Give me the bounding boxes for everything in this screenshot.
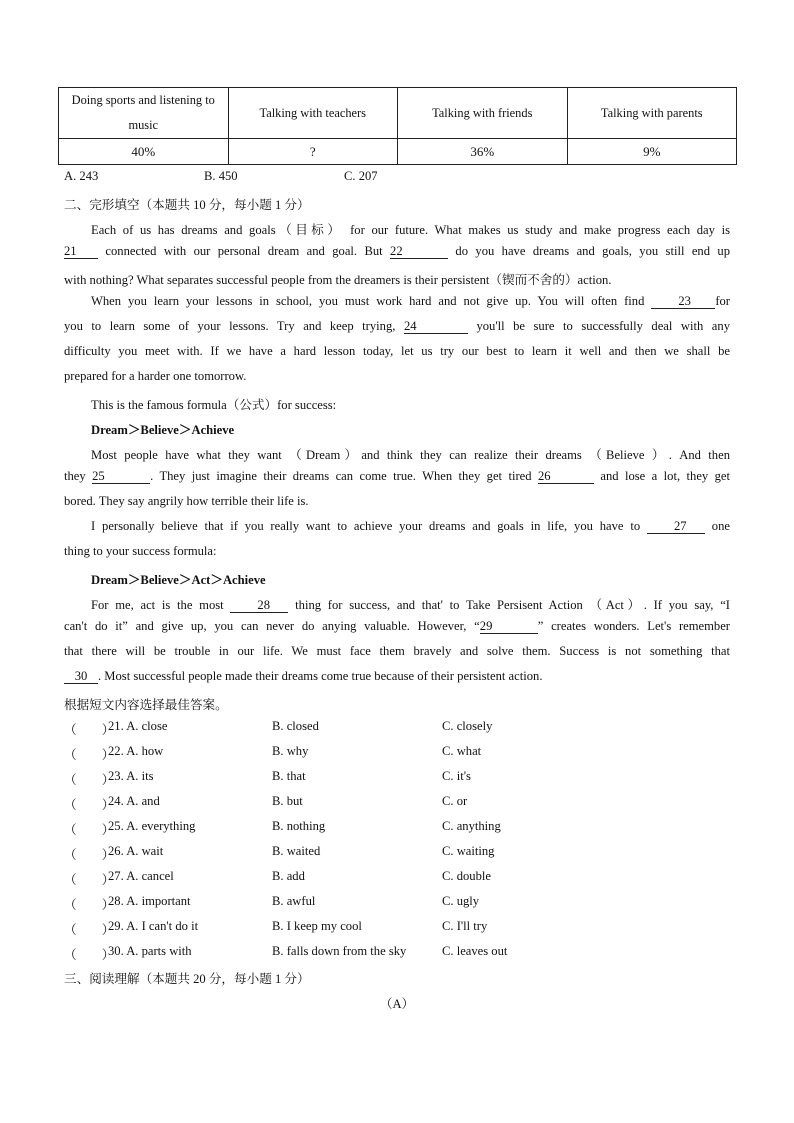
survey-value-cell: ? [228, 139, 398, 165]
blank-24: 24 [404, 319, 468, 334]
passage-line [64, 294, 730, 309]
question-row [64, 794, 744, 812]
blank-23: 23 [651, 294, 715, 309]
option-a: 24. A. and [108, 794, 160, 808]
option-b: B. 450 [204, 169, 238, 183]
answer-bracket[interactable]: （ ） [64, 823, 115, 837]
option-b: B. falls down from the sky [272, 944, 407, 958]
section-title-cloze: 二、完形填空（本题共 10 分，每小题 1 分） [64, 198, 310, 212]
passage-line: with nothing? What separates successful people from the dreamers is their persistent（锲而不舍的）action. [64, 273, 612, 287]
option-b: B. but [272, 794, 303, 808]
passage-line [64, 319, 730, 334]
passage-line: thing to your success formula: [64, 544, 217, 558]
passage-line: that there will be trouble in our life. We must face them bravely and solve them. Success is not something that [64, 644, 730, 658]
passage-line [64, 519, 730, 534]
passage-text: thing for success, and that' to Take Persisent Action （Act）. If you say, “I [288, 598, 730, 612]
option-b: B. add [272, 869, 305, 883]
survey-header-row [59, 88, 737, 139]
answer-bracket[interactable]: （ ） [64, 848, 115, 862]
answer-bracket[interactable]: （ ） [64, 723, 115, 737]
survey-header-cell: Doing sports and listening to music [59, 88, 229, 139]
passage-line [64, 669, 730, 684]
question-row [64, 919, 744, 937]
question-row [64, 719, 744, 737]
passage-text: For me, act is the most [91, 598, 231, 612]
option-b: B. waited [272, 844, 321, 858]
option-c: C. what [442, 744, 482, 758]
option-a: 30. A. parts with [108, 944, 192, 958]
passage-text: for [715, 294, 730, 308]
answer-bracket[interactable]: （ ） [64, 798, 115, 812]
passage-text: . They just imagine their dreams can come true. When they get tired [150, 469, 538, 483]
option-a: 25. A. everything [108, 819, 196, 833]
question-row [64, 869, 744, 887]
question-row [64, 894, 744, 912]
passage-text: you'll be sure to successfully deal with any [467, 319, 730, 333]
answer-bracket[interactable]: （ ） [64, 898, 115, 912]
passage-text: When you learn your lessons in school, you must work hard and not give up. You will often find [91, 294, 652, 308]
passage-line [64, 469, 730, 484]
instruction-text: 根据短文内容选择最佳答案。 [64, 698, 228, 712]
survey-value-row [59, 139, 737, 165]
survey-header-cell: Talking with parents [567, 88, 737, 139]
blank-25: 25 [92, 469, 150, 484]
passage-line: Each of us has dreams and goals（目标） for our future. What makes us study and make progress each day is [91, 223, 730, 237]
blank-28: 28 [230, 598, 288, 613]
option-c: C. or [442, 794, 468, 808]
survey-value-cell: 36% [398, 139, 568, 165]
option-b: B. why [272, 744, 309, 758]
question-row [64, 744, 744, 762]
answer-bracket[interactable]: （ ） [64, 923, 115, 937]
option-c: C. leaves out [442, 944, 508, 958]
option-a: 27. A. cancel [108, 869, 174, 883]
passage-line: prepared for a harder one tomorrow. [64, 369, 247, 383]
question-row [64, 769, 744, 787]
blank-29: 29 [480, 619, 538, 634]
passage-line: bored. They say angrily how terrible their life is. [64, 494, 309, 508]
survey-value-cell: 40% [59, 139, 229, 165]
passage-text: can't do it” and give up, you can never do anying valuable. However, “ [64, 619, 480, 633]
option-b: B. nothing [272, 819, 326, 833]
passage-text: they [64, 469, 93, 483]
option-b: B. awful [272, 894, 316, 908]
passage-text: do you have dreams and goals, you still end up [448, 244, 730, 258]
formula-line: Dream＞Believe＞Act＞Achieve [91, 573, 266, 587]
blank-21: 21 [64, 244, 98, 259]
option-b: B. closed [272, 719, 319, 733]
passage-line: difficulty you meet with. If we have a hard lesson today, let us try our best to learn it well and then we shall be [64, 344, 730, 358]
option-c: C. waiting [442, 844, 495, 858]
answer-bracket[interactable]: （ ） [64, 748, 115, 762]
survey-value-cell: 9% [567, 139, 737, 165]
passage-line: This is the famous formula（公式）for success: [91, 398, 337, 412]
passage-text: . Most successful people made their dreams come true because of their persistent action. [98, 669, 543, 683]
passage-label: （A） [379, 997, 415, 1011]
option-b: B. that [272, 769, 306, 783]
option-a: 21. A. close [108, 719, 168, 733]
passage-line [64, 244, 730, 259]
section-title-reading: 三、阅读理解（本题共 20 分，每小题 1 分） [64, 972, 310, 986]
option-c: C. closely [442, 719, 493, 733]
passage-text: and lose a lot, they get [593, 469, 730, 483]
option-a: 29. A. I can't do it [108, 919, 199, 933]
option-c: C. ugly [442, 894, 480, 908]
option-c: C. 207 [344, 169, 378, 183]
survey-table [58, 87, 737, 165]
question-row [64, 944, 744, 962]
formula-line: Dream＞Believe＞Achieve [91, 423, 235, 437]
option-c: C. it's [442, 769, 471, 783]
passage-text: ” creates wonders. Let's remember [537, 619, 730, 633]
blank-26: 26 [538, 469, 594, 484]
survey-header-cell: Talking with teachers [228, 88, 398, 139]
blank-27: 27 [647, 519, 705, 534]
option-a: 26. A. wait [108, 844, 164, 858]
survey-header-cell: Talking with friends [398, 88, 568, 139]
option-c: C. I'll try [442, 919, 488, 933]
answer-bracket[interactable]: （ ） [64, 773, 115, 787]
option-a: 22. A. how [108, 744, 164, 758]
passage-text: I personally believe that if you really want to achieve your dreams and goals in life, you have to [91, 519, 647, 533]
question-row [64, 819, 744, 837]
option-c: C. double [442, 869, 491, 883]
option-a: A. 243 [64, 169, 99, 183]
option-b: B. I keep my cool [272, 919, 362, 933]
passage-line [64, 594, 730, 613]
passage-text: one [704, 519, 730, 533]
option-c: C. anything [442, 819, 501, 833]
blank-30: 30 [64, 669, 98, 684]
option-a: 28. A. important [108, 894, 191, 908]
passage-text: connected with our personal dream and goal. But [98, 244, 391, 258]
question-row [64, 844, 744, 862]
passage-line [64, 619, 730, 634]
answer-bracket[interactable]: （ ） [64, 873, 115, 887]
answer-bracket[interactable]: （ ） [64, 948, 115, 962]
passage-line: Most people have what they want （Dream）and think they can realize their dreams （Believe ）. And then [91, 448, 730, 462]
blank-22: 22 [390, 244, 448, 259]
passage-text: you to learn some of your lessons. Try and keep trying, [64, 319, 404, 333]
option-a: 23. A. its [108, 769, 154, 783]
